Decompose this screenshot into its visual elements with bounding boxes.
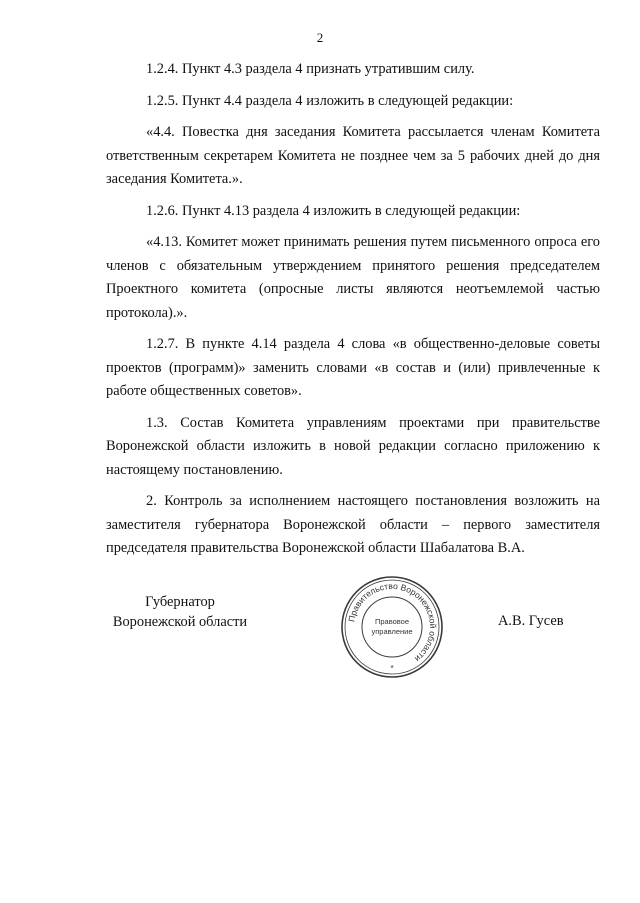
signatory-title-line2: Воронежской области <box>112 614 248 630</box>
stamp-ring-text: Правительство Воронежской области <box>346 580 439 665</box>
paragraph-1-2-6: 1.2.6. Пункт 4.13 раздела 4 изложить в следующей редакции: <box>146 202 521 219</box>
stamp-center-line2: управление <box>371 627 413 636</box>
paragraph-1-2-4: 1.2.4. Пункт 4.3 раздела 4 признать утратившим силу. <box>146 61 475 77</box>
paragraph-1-2-5: 1.2.5. Пункт 4.4 раздела 4 изложить в следующей редакции: <box>146 92 514 109</box>
signatory-title <box>100 592 260 632</box>
stamp-star: * <box>390 664 394 673</box>
signatory-name: А.В. Гусев <box>498 613 564 629</box>
paragraph-2: 2. Контроль за исполнением настоящего постановления возложить на заместителя губернатора Воронежской области – первого заместителя председателя правительства Воронежской области Шабалатова В.А. <box>106 493 600 556</box>
document-body <box>106 58 600 569</box>
official-stamp <box>340 575 444 679</box>
paragraph-1-2-7: 1.2.7. В пункте 4.14 раздела 4 слова «в общественно-деловые советы проектов (программ)» заменить словами «в состав и (или) привлеченные к работе общественных советов». <box>106 336 600 399</box>
paragraph-1-3: 1.3. Состав Комитета управлениям проектами при правительстве Воронежской области изложить в новой редакции согласно приложению к настоящему постановлению. <box>106 414 600 478</box>
paragraph-quote-4-13: «4.13. Комитет может принимать решения путем письменного опроса его членов с обязательным утверждением принятого решения председателем Проектного комитета (опросные листы являются неотъемлемой частью протокола).». <box>106 234 600 321</box>
stamp-center-line1: Правовое <box>374 617 410 626</box>
signatory-title-line1: Губернатор <box>145 594 215 610</box>
paragraph-quote-4-4: «4.4. Повестка дня заседания Комитета рассылается членам Комитета ответственным секретарем Комитета не позднее чем за 5 рабочих дней до дня заседания Комитета.». <box>106 124 600 187</box>
page-number: 2 <box>316 30 324 45</box>
